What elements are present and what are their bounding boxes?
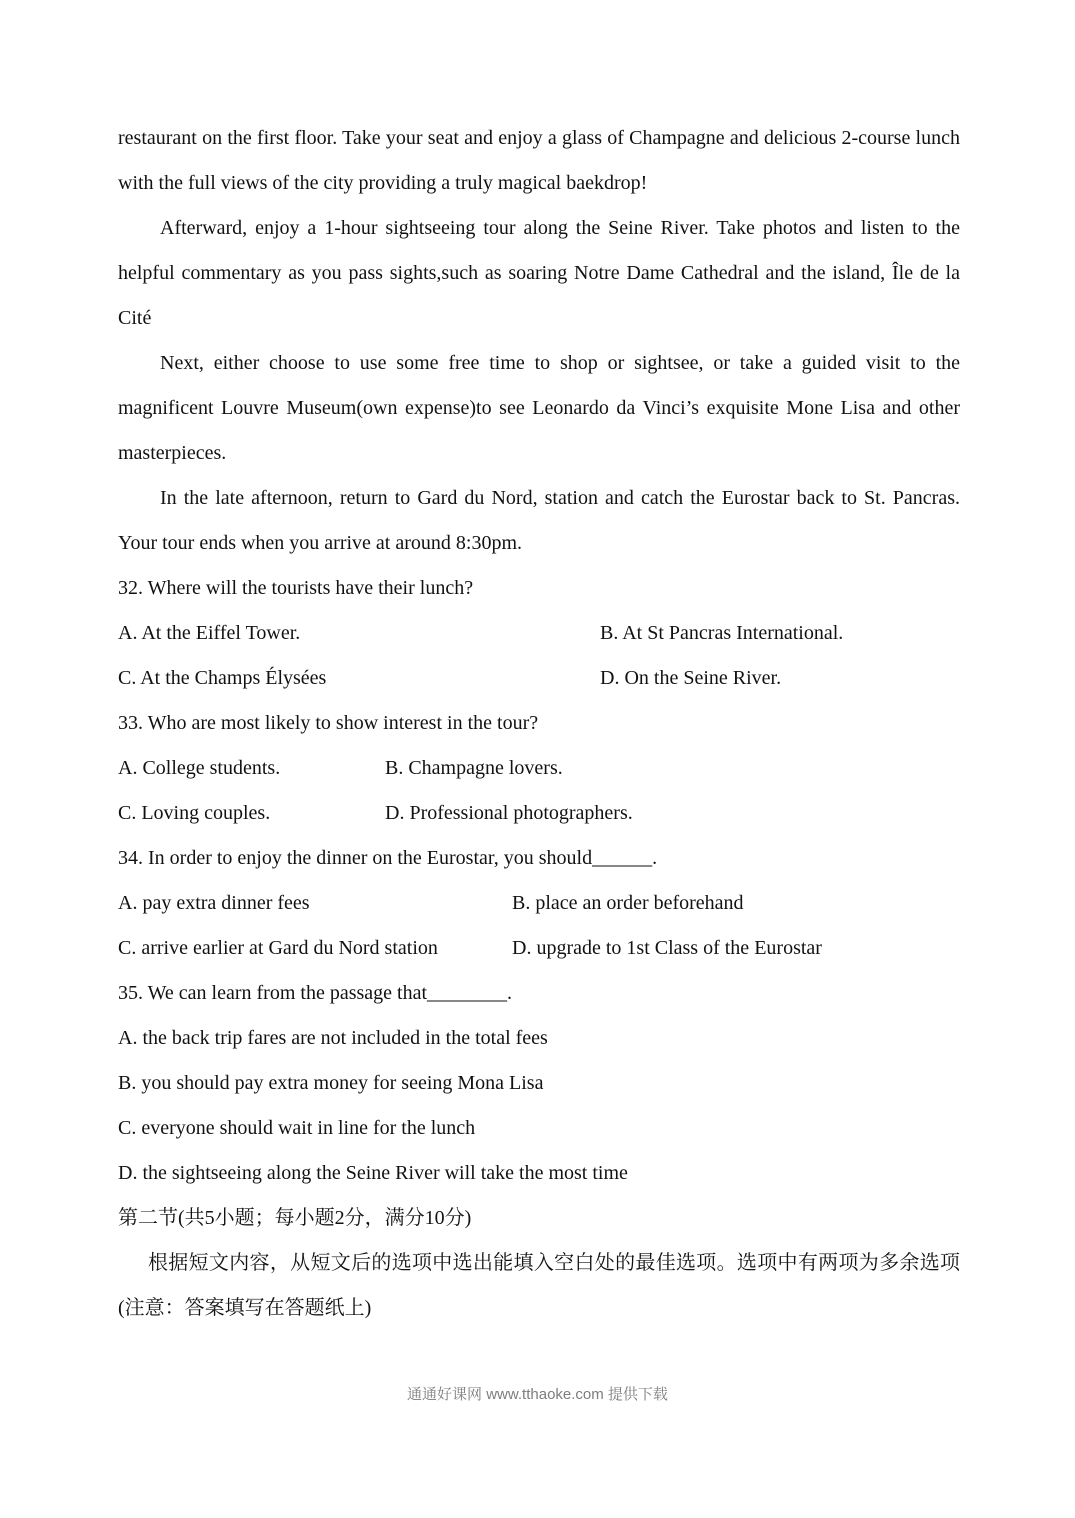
footer-text: 通通好课网 www.tthaoke.com 提供下载 <box>407 1386 668 1403</box>
section-2-heading: 第二节(共5小题；每小题2分，满分10分) <box>118 1207 472 1229</box>
passage-paragraph-1: restaurant on the first floor. Take your seat and enjoy a glass of Champagne and delicious 2-course lunch with the full views of the city providing a truly magical baekdrop! <box>118 127 960 194</box>
question-34-text: 34. In order to enjoy the dinner on the Eurostar, you should______. <box>118 847 658 869</box>
question-32-option-b: B. At St Pancras International. <box>600 622 844 644</box>
question-33-options-row-1 <box>118 746 960 791</box>
question-35-option-a: A. the back trip fares are not included in the total fees <box>118 1027 548 1049</box>
question-35-option-d: D. the sightseeing along the Seine River will take the most time <box>118 1162 628 1184</box>
question-33-text: 33. Who are most likely to show interest in the tour? <box>118 712 539 734</box>
question-34 <box>118 836 960 971</box>
question-35-text: 35. We can learn from the passage that________. <box>118 982 513 1004</box>
question-33-option-a: A. College students. <box>118 757 281 779</box>
question-35-option-b: B. you should pay extra money for seeing Mona Lisa <box>118 1072 544 1094</box>
question-35-option-c: C. everyone should wait in line for the lunch <box>118 1117 476 1139</box>
question-34-option-a: A. pay extra dinner fees <box>118 892 310 914</box>
question-32-option-c: C. At the Champs Élysées <box>118 667 327 689</box>
passage-paragraph-2: Afterward, enjoy a 1-hour sightseeing tour along the Seine River. Take photos and listen to the helpful commentary as you pass sights,such as soaring Notre Dame Cathedral and the island, Île de la Cité <box>118 217 960 329</box>
question-35 <box>118 971 960 1196</box>
question-33-options-row-2 <box>118 791 960 836</box>
question-32-option-a: A. At the Eiffel Tower. <box>118 622 301 644</box>
question-32 <box>118 566 960 701</box>
question-34-option-c: C. arrive earlier at Gard du Nord station <box>118 937 438 959</box>
question-33-option-c: C. Loving couples. <box>118 802 271 824</box>
question-34-options-row-2 <box>118 926 960 971</box>
question-33-option-b: B. Champagne lovers. <box>385 757 563 779</box>
question-33 <box>118 701 960 836</box>
question-34-options-row-1 <box>118 881 960 926</box>
section-2-instruction: 根据短文内容，从短文后的选项中选出能填入空白处的最佳选项。选项中有两项为多余选项(注意：答案填写在答题纸上) <box>118 1252 960 1319</box>
passage-paragraph-3: Next, either choose to use some free time to shop or sightsee, or take a guided visit to the magnificent Louvre Museum(own expense)to see Leonardo da Vinci’s exquisite Mone Lisa and other masterpieces. <box>118 352 960 464</box>
question-32-options-row-1 <box>118 611 960 656</box>
exam-content <box>118 116 960 1331</box>
question-32-options-row-2 <box>118 656 960 701</box>
page-footer <box>0 1384 1075 1406</box>
passage-paragraph-4: In the late afternoon, return to Gard du Nord, station and catch the Eurostar back to St. Pancras. Your tour ends when you arrive at around 8:30pm. <box>118 487 960 554</box>
question-32-option-d: D. On the Seine River. <box>600 667 782 689</box>
question-34-option-d: D. upgrade to 1st Class of the Eurostar <box>512 937 822 959</box>
question-33-option-d: D. Professional photographers. <box>385 802 633 824</box>
question-32-text: 32. Where will the tourists have their lunch? <box>118 577 474 599</box>
question-34-option-b: B. place an order beforehand <box>512 892 744 914</box>
